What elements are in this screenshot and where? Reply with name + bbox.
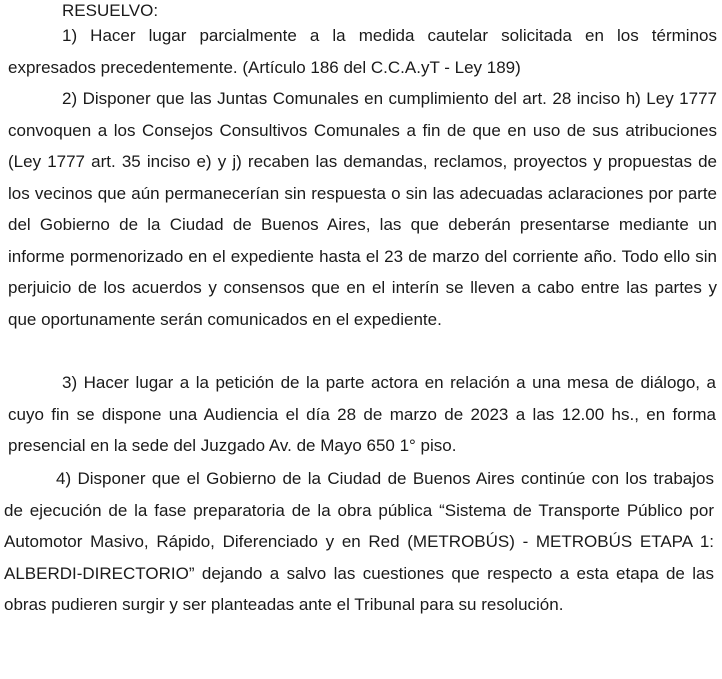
paragraph-3: 3) Hacer lugar a la petición de la parte actora en relación a una mesa de diálogo, a cuyo fin se dispone una Audiencia el día 28 de marzo de 2023 a las 12.00 hs., en forma presencial en la sede del Juzgado Av. de Mayo 650 1° piso. [8,373,716,455]
resolution-heading: RESUELVO: [62,1,159,20]
paragraph-4: 4) Disponer que el Gobierno de la Ciudad de Buenos Aires continúe con los trabajos de ejecución de la fase preparatoria de la obra pública “Sistema de Transporte Público por Automotor Masivo, Rápido, Diferenciado y en Red (METROBÚS) - METROBÚS ETAPA 1: ALBERDI-DIRECTORIO” dejando a salvo las cuestiones que respecto a esta etapa de las obras pudieren surgir y ser planteadas ante el Tribunal para su resolución. [4,469,714,614]
paragraph-1: 1) Hacer lugar parcialmente a la medida cautelar solicitada en los términos expresados precedentemente. (Artículo 186 del C.C.A.yT - Ley 189) [8,26,717,77]
paragraph-2: 2) Disponer que las Juntas Comunales en cumplimiento del art. 28 inciso h) Ley 1777 convoquen a los Consejos Consultivos Comunales a fin de que en uso de sus atribuciones (Ley 1777 art. 35 inciso e) y j) recaben las demandas, reclamos, proyectos y propuestas de los vecinos que aún permanecerían sin respuesta o sin las adecuadas aclaraciones por parte del Gobierno de la Ciudad de Buenos Aires, las que deberán presentarse mediante un informe pormenorizado en el expediente hasta el 23 de marzo del corriente año. Todo ello sin perjuicio de los acuerdos y consensos que en el interín se lleven a cabo entre las partes y que oportunamente serán comunicados en el expediente. [8,89,717,329]
